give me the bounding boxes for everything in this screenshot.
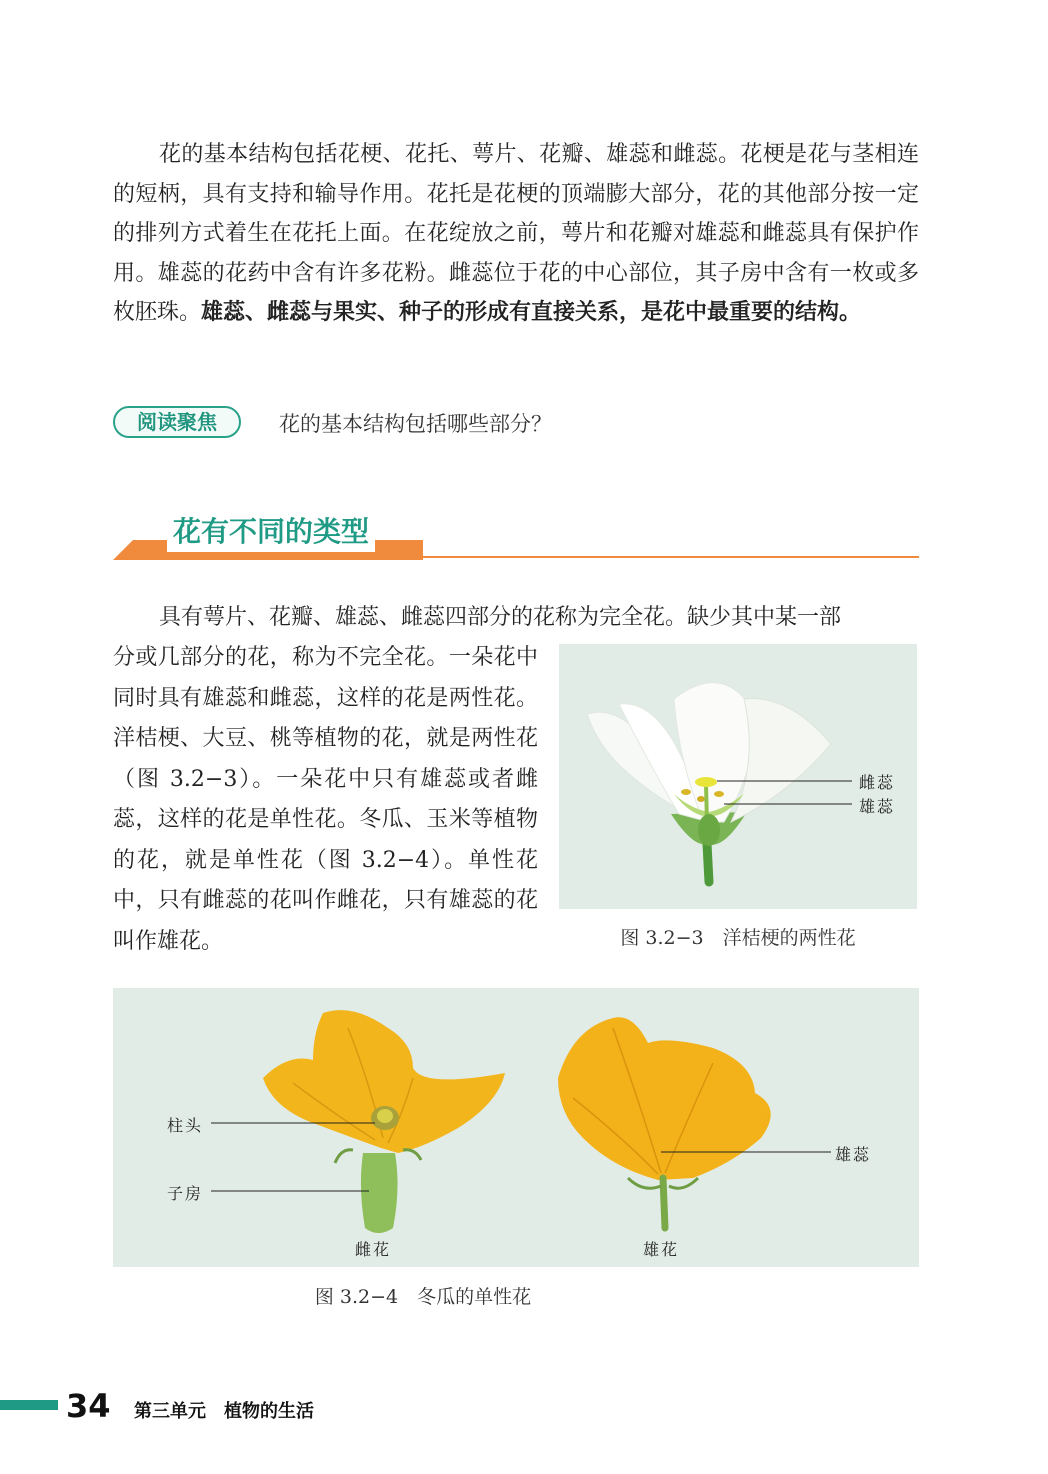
figure-winter-melon (113, 988, 919, 1267)
label-ovary: 子房 (167, 1184, 204, 1203)
types-paragraph-rest: 分或几部分的花，称为不完全花。一朵花中同时具有雄蕊和雌蕊，这样的花是两性花。洋桔梗、大豆、桃等植物的花，就是两性花（图 3.2−3）。一朵花中只有雄蕊或者雌蕊，这样的花是单性花。冬瓜、玉米等植物的花，就是单性花（图 3.2−4）。单性花中，只有雌蕊的花叫作雌花，只有雄蕊的花叫作雄花。 (113, 645, 538, 954)
page-number: 34 (66, 1387, 111, 1425)
winter-melon-flowers-image (113, 988, 919, 1267)
intro-text: 花的基本结构包括花梗、花托、萼片、花瓣、雄蕊和雌蕊。花梗是花与茎相连的短柄，具有支持和输导作用。花托是花梗的顶端膨大部分，花的其他部分按一定的排列方式着生在花托上面。在花绽放之前，萼片和花瓣对雄蕊和雌蕊具有保护作用。雄蕊的花药中含有许多花粉。雌蕊位于花的中心部位，其子房中含有一枚或多枚胚珠。 (113, 142, 919, 325)
footer-accent-bar (0, 1400, 58, 1410)
footer-unit-title: 第三单元 植物的生活 (134, 1401, 314, 1422)
intro-bold-text: 雄蕊、雌蕊与果实、种子的形成有直接关系，是花中最重要的结构。 (201, 300, 862, 325)
section-heading (113, 510, 919, 562)
section-accent (113, 540, 133, 560)
label-pistil: 雌蕊 (859, 773, 896, 792)
figure-lisianthus (559, 644, 917, 909)
intro-paragraph (113, 135, 919, 333)
label-stamen-male: 雄蕊 (835, 1145, 872, 1164)
types-paragraph-first-line: 具有萼片、花瓣、雄蕊、雌蕊四部分的花称为完全花。缺少其中某一部 (159, 605, 842, 630)
male-flower-drawing (558, 1017, 771, 1228)
reading-focus-badge: 阅读聚焦 (113, 406, 241, 438)
section-title: 花有不同的类型 (167, 512, 375, 552)
figure-winter-melon-caption: 图 3.2−4 冬瓜的单性花 (314, 1286, 532, 1308)
label-male-flower: 雄花 (643, 1240, 680, 1259)
female-flower-drawing (263, 1010, 505, 1233)
reading-focus-question: 花的基本结构包括哪些部分？ (279, 412, 552, 436)
figure-lisianthus-caption: 图 3.2−3 洋桔梗的两性花 (620, 927, 856, 949)
label-stamen: 雄蕊 (859, 797, 896, 816)
label-stigma: 柱头 (167, 1116, 204, 1135)
label-female-flower: 雌花 (355, 1240, 392, 1259)
section-rule (423, 556, 919, 558)
